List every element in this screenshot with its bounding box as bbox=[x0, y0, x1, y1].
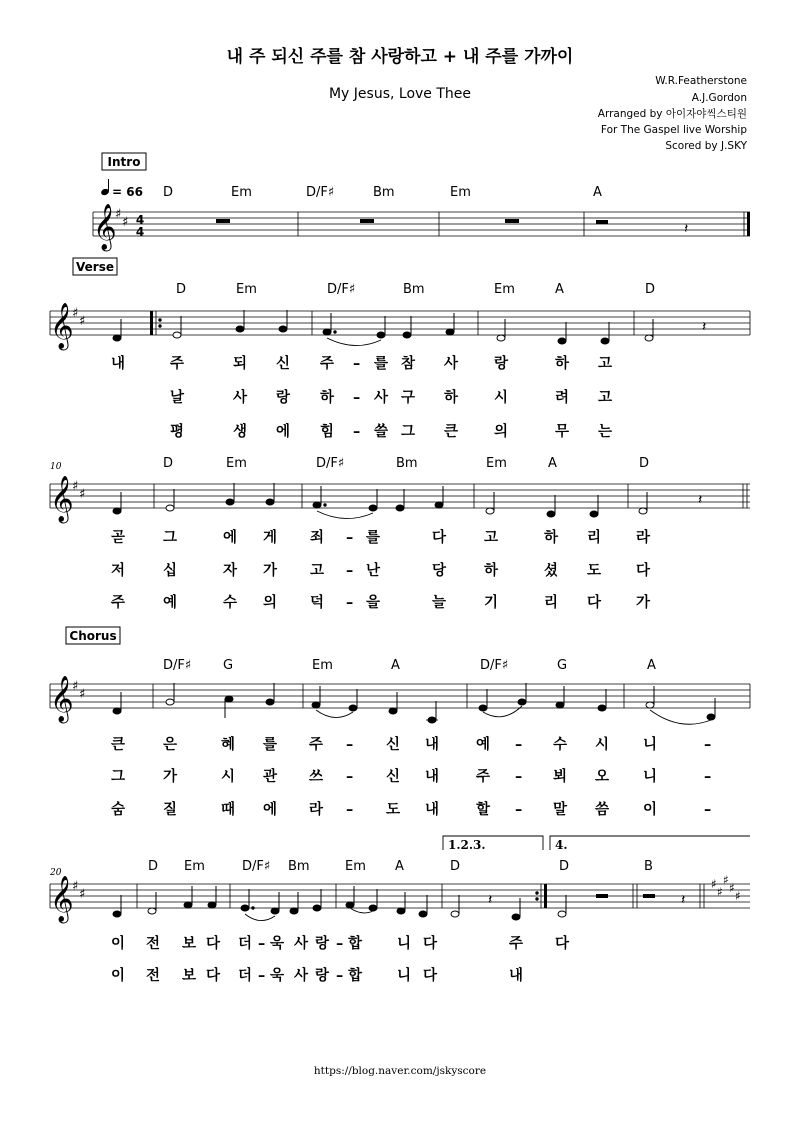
lyric-syllable: 려 bbox=[555, 390, 570, 406]
lyric-syllable: 질 bbox=[163, 802, 178, 818]
lyric-syllable: 게 bbox=[263, 530, 278, 546]
lyric-syllable: 전 bbox=[146, 936, 161, 952]
chord-symbol: D bbox=[163, 185, 174, 200]
lyric-syllable: 할 bbox=[476, 802, 491, 818]
lyric-syllable: 내 bbox=[425, 769, 440, 785]
credit-scorer: Scored by J.SKY bbox=[665, 140, 747, 152]
lyric-syllable: 숨 bbox=[111, 802, 126, 818]
svg-text:♯: ♯ bbox=[79, 487, 86, 502]
credit-composer: A.J.Gordon bbox=[691, 92, 747, 104]
lyric-syllable: 은 bbox=[163, 737, 178, 753]
lyric-syllable: 신 bbox=[276, 356, 291, 372]
chord-symbol: Bm bbox=[373, 185, 395, 200]
volta-1-label: 1.2.3. bbox=[448, 838, 486, 852]
lyric-syllable: 큰 bbox=[444, 424, 459, 440]
lyric-syllable: 를 bbox=[366, 530, 381, 546]
treble-clef-icon: 𝄞 bbox=[50, 303, 74, 349]
lyric-syllable: 주 bbox=[476, 769, 491, 785]
lyric-syllable: 전 bbox=[146, 968, 161, 984]
lyric-syllable: 랑 bbox=[315, 936, 330, 952]
intro-label: Intro bbox=[107, 155, 141, 169]
time-signature-bottom: 4 bbox=[135, 225, 145, 239]
quarter-rest-icon: 𝄽 bbox=[698, 492, 703, 508]
lyric-syllable: – bbox=[258, 936, 266, 952]
lyric-syllable: 십 bbox=[163, 563, 178, 579]
lyric-syllable: 니 bbox=[643, 737, 658, 753]
lyric-syllable: 주 bbox=[320, 356, 335, 372]
verse-label: Verse bbox=[76, 260, 114, 274]
song-subtitle: My Jesus, Love Thee bbox=[328, 86, 472, 102]
lyric-syllable: 혜 bbox=[221, 737, 236, 753]
svg-text:♯: ♯ bbox=[79, 314, 86, 329]
tempo-marking: = 66 bbox=[112, 185, 143, 199]
lyric-syllable: 그 bbox=[401, 424, 416, 440]
lyric-syllable: 내 bbox=[425, 737, 440, 753]
lyric-syllable: 기 bbox=[484, 595, 499, 611]
lyric-syllable: 생 bbox=[233, 424, 248, 440]
chord-symbol: D/F♯ bbox=[242, 859, 271, 874]
chord-symbol: Em bbox=[486, 456, 507, 471]
chord-symbol: G bbox=[223, 658, 234, 673]
lyric-syllable: 하 bbox=[484, 563, 499, 579]
svg-text:𝄽: 𝄽 bbox=[681, 892, 686, 908]
time-signature-top: 4 bbox=[135, 213, 145, 227]
svg-text:♯: ♯ bbox=[717, 885, 723, 899]
lyric-syllable: 큰 bbox=[111, 737, 126, 753]
chord-symbol: D/F♯ bbox=[316, 456, 345, 471]
lyric-syllable: 다 bbox=[587, 595, 602, 611]
lyric-syllable: 리 bbox=[544, 595, 559, 611]
credit-arranger: Arranged by 아이자야씩스티원 bbox=[597, 108, 747, 120]
chord-symbol: G bbox=[557, 658, 568, 673]
lyric-syllable: 관 bbox=[263, 769, 278, 785]
quarter-rest-icon: 𝄽 bbox=[684, 221, 689, 237]
lyric-syllable: 합 bbox=[348, 968, 363, 984]
lyric-syllable: 도 bbox=[386, 802, 401, 818]
footer-url[interactable]: https://blog.naver.com/jskyscore bbox=[313, 1065, 487, 1077]
svg-text:♯: ♯ bbox=[72, 879, 79, 894]
lyric-syllable: 다 bbox=[432, 530, 447, 546]
chord-symbol: A bbox=[647, 658, 656, 673]
lyric-syllable: 죄 bbox=[310, 530, 325, 546]
lyric-syllable: 다 bbox=[636, 563, 651, 579]
lyric-syllable: 내 bbox=[425, 802, 440, 818]
lyric-syllable: 곧 bbox=[111, 530, 126, 546]
lyric-syllable: 덕 bbox=[310, 595, 325, 611]
chord-symbol: Em bbox=[312, 658, 333, 673]
lyric-syllable: 욱 bbox=[270, 968, 285, 984]
lyric-syllable: 주 bbox=[170, 356, 185, 372]
chorus-label: Chorus bbox=[69, 629, 117, 643]
chord-symbol: Em bbox=[231, 185, 252, 200]
lyric-syllable: 그 bbox=[163, 530, 178, 546]
lyric-syllable: 에 bbox=[223, 530, 238, 546]
lyric-syllable: 쓸 bbox=[374, 424, 389, 440]
lyric-syllable: 니 bbox=[397, 968, 412, 984]
lyric-syllable: – bbox=[353, 356, 361, 372]
svg-text:♯: ♯ bbox=[79, 687, 86, 702]
lyric-syllable: 시 bbox=[494, 390, 509, 406]
lyric-syllable: 고 bbox=[484, 530, 499, 546]
chord-symbol: D/F♯ bbox=[163, 658, 192, 673]
lyric-syllable: 하 bbox=[320, 390, 335, 406]
lyric-syllable: 씀 bbox=[595, 802, 610, 818]
lyric-syllable: 저 bbox=[111, 563, 126, 579]
song-title: 내 주 되신 주를 참 사랑하고 + 내 주를 가까이 bbox=[226, 47, 574, 67]
lyric-syllable: – bbox=[515, 769, 523, 785]
lyric-syllable: 평 bbox=[170, 424, 185, 440]
measure-number: 20 bbox=[50, 868, 62, 878]
chord-symbol: Em bbox=[226, 456, 247, 471]
lyric-syllable: 주 bbox=[309, 737, 324, 753]
chord-symbol: Em bbox=[236, 282, 257, 297]
lyric-syllable: 의 bbox=[263, 595, 278, 611]
chord-symbol: Em bbox=[345, 859, 366, 874]
chord-symbol: D/F♯ bbox=[480, 658, 509, 673]
lyric-syllable: 라 bbox=[636, 530, 651, 546]
lyric-syllable: – bbox=[346, 530, 354, 546]
chord-symbol: Em bbox=[450, 185, 471, 200]
lyric-syllable: 하 bbox=[555, 356, 570, 372]
lyric-syllable: 무 bbox=[555, 424, 570, 440]
lyric-syllable: 보 bbox=[182, 968, 197, 984]
lyric-syllable: 자 bbox=[223, 563, 238, 579]
lyric-syllable: – bbox=[353, 390, 361, 406]
treble-clef-icon: 𝄞 bbox=[50, 476, 74, 522]
lyric-syllable: – bbox=[515, 802, 523, 818]
lyric-syllable: 힘 bbox=[320, 424, 335, 440]
lyric-syllable: 랑 bbox=[315, 968, 330, 984]
lyric-syllable: 하 bbox=[444, 390, 459, 406]
lyric-syllable: 내 bbox=[111, 356, 126, 372]
lyric-syllable: 당 bbox=[432, 563, 447, 579]
lyric-syllable: 보 bbox=[182, 936, 197, 952]
svg-text:𝄽: 𝄽 bbox=[488, 892, 493, 908]
chord-symbol: D bbox=[450, 859, 461, 874]
lyric-syllable: 되 bbox=[233, 356, 248, 372]
lyric-syllable: – bbox=[353, 424, 361, 440]
lyric-syllable: 랑 bbox=[276, 390, 291, 406]
chord-symbol: D bbox=[163, 456, 174, 471]
lyric-syllable: 오 bbox=[595, 769, 610, 785]
svg-text:♯: ♯ bbox=[72, 479, 79, 494]
lyric-syllable: – bbox=[704, 769, 712, 785]
lyric-syllable: 합 bbox=[348, 936, 363, 952]
chord-symbol: Bm bbox=[288, 859, 310, 874]
lyric-syllable: 뵈 bbox=[553, 769, 568, 785]
quarter-rest-icon: 𝄽 bbox=[702, 319, 707, 335]
lyric-syllable: 다 bbox=[423, 936, 438, 952]
lyric-syllable: 니 bbox=[643, 769, 658, 785]
lyric-syllable: – bbox=[515, 737, 523, 753]
lyric-syllable: 사 bbox=[444, 356, 459, 372]
chord-symbol: A bbox=[395, 859, 404, 874]
treble-clef-icon: 𝄞 bbox=[93, 204, 117, 250]
lyric-syllable: 때 bbox=[221, 802, 236, 818]
chord-symbol: Em bbox=[494, 282, 515, 297]
lyric-syllable: – bbox=[336, 968, 344, 984]
svg-text:♯: ♯ bbox=[735, 889, 741, 903]
lyric-syllable: 주 bbox=[509, 936, 524, 952]
svg-text:♯: ♯ bbox=[729, 881, 735, 895]
svg-text:♯: ♯ bbox=[79, 887, 86, 902]
measure-number: 10 bbox=[50, 462, 62, 472]
lyric-syllable: 예 bbox=[163, 595, 178, 611]
lyric-syllable: – bbox=[346, 563, 354, 579]
svg-text:♯: ♯ bbox=[115, 207, 122, 222]
credit-lyricist: W.R.Featherstone bbox=[655, 75, 747, 87]
lyric-syllable: 의 bbox=[494, 424, 509, 440]
lyric-syllable: 하 bbox=[544, 530, 559, 546]
volta-2-label: 4. bbox=[555, 838, 568, 852]
chord-symbol: D/F♯ bbox=[327, 282, 356, 297]
lyric-syllable: 이 bbox=[643, 802, 658, 818]
lyric-syllable: – bbox=[336, 936, 344, 952]
lyric-syllable: 더 bbox=[238, 936, 253, 952]
lyric-syllable: 사 bbox=[233, 390, 248, 406]
lyric-syllable: 다 bbox=[206, 936, 221, 952]
lyric-syllable: 시 bbox=[221, 769, 236, 785]
chord-symbol: D bbox=[645, 282, 656, 297]
lyric-syllable: 신 bbox=[386, 769, 401, 785]
lyric-syllable: 다 bbox=[423, 968, 438, 984]
chord-symbol: A bbox=[391, 658, 400, 673]
chord-symbol: B bbox=[644, 859, 653, 874]
lyric-syllable: 니 bbox=[397, 936, 412, 952]
svg-text:♯: ♯ bbox=[723, 873, 729, 887]
lyric-syllable: – bbox=[258, 968, 266, 984]
lyric-syllable: 날 bbox=[170, 390, 185, 406]
chord-symbol: Em bbox=[184, 859, 205, 874]
lyric-syllable: 다 bbox=[206, 968, 221, 984]
lyric-syllable: 예 bbox=[476, 737, 491, 753]
chord-symbol: A bbox=[555, 282, 564, 297]
lyric-syllable: – bbox=[346, 802, 354, 818]
lyric-syllable: – bbox=[704, 737, 712, 753]
chord-symbol: D bbox=[176, 282, 187, 297]
lyric-syllable: 다 bbox=[555, 936, 570, 952]
chord-symbol: A bbox=[593, 185, 602, 200]
lyric-syllable: 가 bbox=[636, 595, 651, 611]
lyric-syllable: 고 bbox=[598, 390, 613, 406]
chord-symbol: A bbox=[548, 456, 557, 471]
chord-symbol: D bbox=[148, 859, 159, 874]
lyric-syllable: 참 bbox=[401, 356, 416, 372]
treble-clef-icon: 𝄞 bbox=[50, 676, 74, 722]
lyric-syllable: 는 bbox=[598, 424, 613, 440]
chord-symbol: Bm bbox=[396, 456, 418, 471]
lyric-syllable: – bbox=[346, 595, 354, 611]
lyric-syllable: – bbox=[346, 769, 354, 785]
lyric-syllable: 사 bbox=[374, 390, 389, 406]
lyric-syllable: 수 bbox=[553, 737, 568, 753]
lyric-syllable: – bbox=[346, 737, 354, 753]
lyric-syllable: 셨 bbox=[544, 563, 559, 579]
lyric-syllable: 가 bbox=[263, 563, 278, 579]
final-barline bbox=[747, 212, 750, 236]
svg-text:♯: ♯ bbox=[711, 877, 717, 891]
svg-text:♯: ♯ bbox=[72, 679, 79, 694]
lyric-syllable: 말 bbox=[553, 802, 568, 818]
lyric-syllable: 내 bbox=[509, 968, 524, 984]
lyric-syllable: 더 bbox=[238, 968, 253, 984]
lyric-syllable: 에 bbox=[276, 424, 291, 440]
lyric-syllable: 욱 bbox=[270, 936, 285, 952]
lyric-syllable: 를 bbox=[263, 737, 278, 753]
lyric-syllable: 수 bbox=[223, 595, 238, 611]
lyric-syllable: 랑 bbox=[494, 356, 509, 372]
lyric-syllable: – bbox=[704, 802, 712, 818]
chord-symbol: D bbox=[559, 859, 570, 874]
lyric-syllable: 고 bbox=[598, 356, 613, 372]
chord-symbol: Bm bbox=[403, 282, 425, 297]
lyric-syllable: 가 bbox=[163, 769, 178, 785]
lyric-syllable: 리 bbox=[587, 530, 602, 546]
lyric-syllable: 사 bbox=[294, 936, 309, 952]
lyric-syllable: 에 bbox=[263, 802, 278, 818]
lyric-syllable: 라 bbox=[309, 802, 324, 818]
lyric-syllable: 를 bbox=[374, 356, 389, 372]
lyric-syllable: 그 bbox=[111, 769, 126, 785]
svg-text:♯: ♯ bbox=[72, 306, 79, 321]
lyric-syllable: 신 bbox=[386, 737, 401, 753]
chord-symbol: D/F♯ bbox=[306, 185, 335, 200]
lyric-syllable: 난 bbox=[366, 563, 381, 579]
lyric-syllable: 이 bbox=[111, 936, 126, 952]
treble-clef-icon: 𝄞 bbox=[50, 876, 74, 922]
lyric-syllable: 사 bbox=[294, 968, 309, 984]
lyric-syllable: 늘 bbox=[432, 595, 447, 611]
lyric-syllable: 고 bbox=[310, 563, 325, 579]
chord-symbol: D bbox=[639, 456, 650, 471]
lyric-syllable: 이 bbox=[111, 968, 126, 984]
svg-text:♯: ♯ bbox=[122, 215, 129, 230]
lyric-syllable: 쓰 bbox=[309, 769, 324, 785]
lyric-syllable: 주 bbox=[111, 595, 126, 611]
lyric-syllable: 시 bbox=[595, 737, 610, 753]
credit-group: For The Gaspel live Worship bbox=[600, 124, 747, 136]
lyric-syllable: 도 bbox=[587, 563, 602, 579]
lyric-syllable: 구 bbox=[401, 390, 416, 406]
lyric-syllable: 을 bbox=[366, 595, 381, 611]
